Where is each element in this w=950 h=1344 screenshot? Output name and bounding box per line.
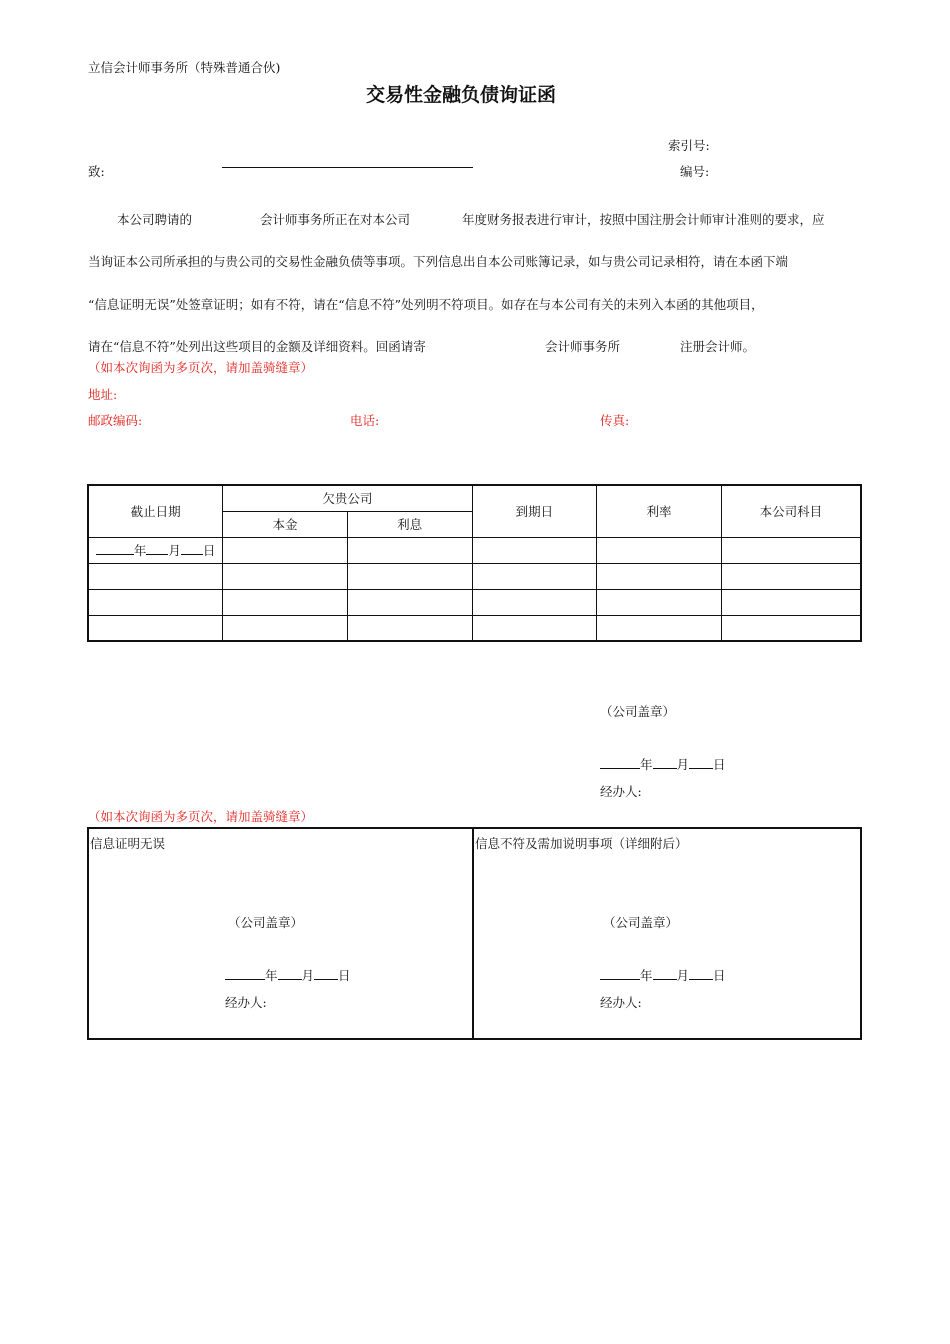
due-date-cell[interactable] (472, 537, 597, 563)
address-label: 地址: (88, 387, 118, 402)
multipage-note-2: （如本次询函为多页次，请加盖骑缝章） (88, 809, 314, 824)
table-row (88, 563, 861, 589)
interest-cell[interactable] (347, 589, 472, 615)
rate-cell[interactable] (597, 615, 722, 641)
fax-label: 传真: (600, 413, 630, 428)
principal-cell[interactable] (223, 589, 348, 615)
body-line4-c: 注册会计师。 (680, 339, 756, 354)
interest-cell[interactable] (347, 615, 472, 641)
header-owed-group: 欠贵公司 (223, 485, 472, 511)
page-title: 交易性金融负债询证函 (366, 84, 557, 106)
table-row (88, 537, 861, 563)
header-principal: 本金 (223, 511, 348, 537)
body-line1-c: 年度财务报表进行审计，按照中国注册会计师审计准则的要求，应 (462, 212, 825, 227)
body-line2: 当询证本公司所承担的与贵公司的交易性金融负债等事项。下列信息出自本公司账簿记录，如与贵公司记录相符，请在本函下端 (88, 254, 789, 269)
recipient-field[interactable] (222, 167, 473, 168)
header-due-date: 到期日 (472, 485, 597, 537)
multipage-note: （如本次询函为多页次，请加盖骑缝章） (88, 360, 314, 375)
rate-cell[interactable] (597, 563, 722, 589)
company-date[interactable]: 年 月 日 (600, 755, 726, 773)
header-cutoff-date: 截止日期 (88, 485, 223, 537)
interest-cell[interactable] (347, 537, 472, 563)
index-label: 索引号: (668, 138, 710, 153)
table-row (88, 589, 861, 615)
body-line1-b: 会计师事务所正在对本公司 (260, 212, 411, 227)
account-cell[interactable] (721, 589, 861, 615)
confirmation-divider (472, 827, 474, 1040)
confirm-mismatch-title: 信息不符及需加说明事项（详细附后） (475, 836, 688, 851)
rate-cell[interactable] (597, 589, 722, 615)
body-line3: “信息证明无误”处签章证明；如有不符，请在“信息不符”处列明不符项目。如存在与本公司有关的未列入本函的其他项目， (88, 297, 764, 312)
confirm-mismatch-handler: 经办人: (600, 995, 642, 1010)
confirm-correct-title: 信息证明无误 (90, 836, 166, 851)
table-row (88, 615, 861, 641)
interest-cell[interactable] (347, 563, 472, 589)
body-line4-b: 会计师事务所 (545, 339, 621, 354)
header-interest: 利息 (347, 511, 472, 537)
body-line4-a: 请在“信息不符”处列出这些项目的金额及详细资料。回函请寄 (88, 339, 426, 354)
confirm-mismatch-date[interactable]: 年 月 日 (600, 966, 726, 984)
to-label: 致: (88, 164, 105, 179)
principal-cell[interactable] (223, 537, 348, 563)
company-stamp-label: （公司盖章） (600, 704, 676, 719)
confirm-correct-date[interactable]: 年 月 日 (225, 966, 351, 984)
due-date-cell[interactable] (472, 563, 597, 589)
firm-name: 立信会计师事务所（特殊普通合伙) (88, 60, 281, 75)
due-date-cell[interactable] (472, 589, 597, 615)
liability-table (87, 484, 862, 642)
cutoff-date-cell[interactable] (88, 589, 223, 615)
principal-cell[interactable] (223, 615, 348, 641)
cutoff-date-cell[interactable]: 年 月 日 (88, 537, 223, 563)
confirm-correct-stamp: （公司盖章） (228, 915, 304, 930)
header-account: 本公司科目 (721, 485, 861, 537)
due-date-cell[interactable] (472, 615, 597, 641)
body-line1-a: 本公司聘请的 (117, 212, 193, 227)
confirmation-box (87, 827, 862, 1040)
cutoff-date-cell[interactable] (88, 615, 223, 641)
account-cell[interactable] (721, 563, 861, 589)
number-label: 编号: (680, 164, 710, 179)
principal-cell[interactable] (223, 563, 348, 589)
company-handler-label: 经办人: (600, 784, 642, 799)
confirm-mismatch-stamp: （公司盖章） (603, 915, 679, 930)
postcode-label: 邮政编码: (88, 413, 143, 428)
phone-label: 电话: (350, 413, 380, 428)
header-rate: 利率 (597, 485, 722, 537)
rate-cell[interactable] (597, 537, 722, 563)
account-cell[interactable] (721, 615, 861, 641)
account-cell[interactable] (721, 537, 861, 563)
confirm-correct-handler: 经办人: (225, 995, 267, 1010)
cutoff-date-cell[interactable] (88, 563, 223, 589)
